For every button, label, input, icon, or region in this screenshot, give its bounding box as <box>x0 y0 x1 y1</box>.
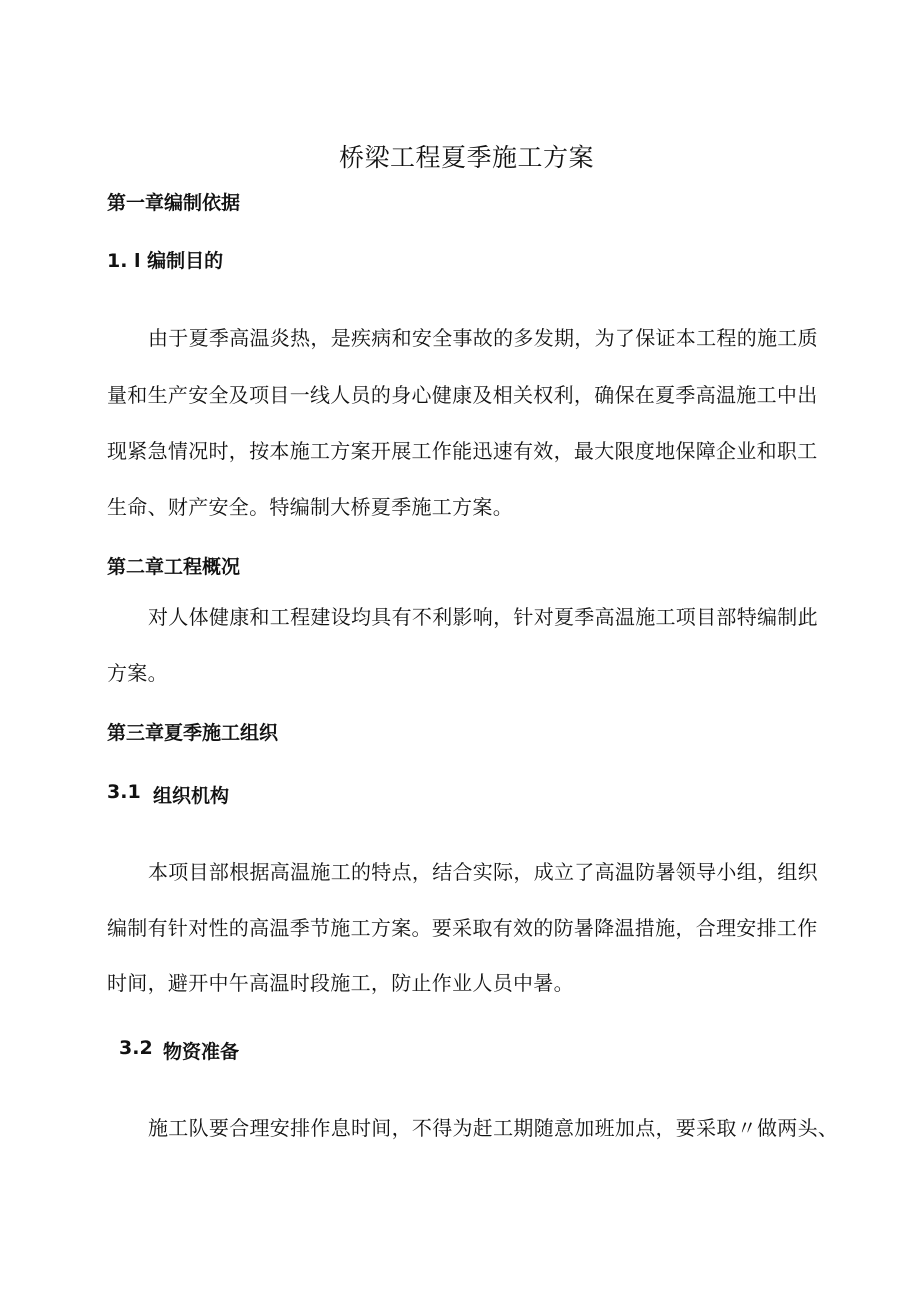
section-3-2-line: 施工队要合理安排作息时间，不得为赶工期随意加班加点，要采取〃做两头、 <box>148 1116 839 1140</box>
section-1-1-line: 现紧急情况时，按本施工方案开展工作能迅速有效，最大限度地保障企业和职工 <box>107 439 818 463</box>
section-1-1-line: 量和生产安全及项目一线人员的身心健康及相关权利，确保在夏季高温施工中出 <box>107 383 818 407</box>
chapter-1-heading: 第一章编制依据 <box>107 192 241 214</box>
section-3-1-number: 3.1 <box>107 781 141 803</box>
chapter-2-line: 方案。 <box>107 661 168 685</box>
section-1-1-line: 生命、财产安全。特编制大桥夏季施工方案。 <box>107 495 513 519</box>
chapter-3-heading: 第三章夏季施工组织 <box>107 722 279 744</box>
section-3-2-title: 物资准备 <box>163 1041 240 1063</box>
section-3-2-number: 3.2 <box>119 1037 153 1059</box>
section-3-1-title: 组织机构 <box>153 785 230 807</box>
section-1-1-line: 由于夏季高温炎热，是疾病和安全事故的多发期，为了保证本工程的施工质 <box>148 326 818 350</box>
section-3-1-line: 本项目部根据高温施工的特点，结合实际，成立了高温防暑领导小组，组织 <box>148 860 818 884</box>
chapter-2-heading: 第二章工程概况 <box>107 556 241 578</box>
chapter-2-line: 对人体健康和工程建设均具有不利影响，针对夏季高温施工项目部特编制此 <box>148 605 818 629</box>
section-1-1-heading: 1. l 编制目的 <box>107 250 224 272</box>
document-title: 桥梁工程夏季施工方案 <box>339 143 595 172</box>
section-3-1-line: 时间，避开中午高温时段施工，防止作业人员中暑。 <box>107 971 574 995</box>
section-3-1-line: 编制有针对性的高温季节施工方案。要采取有效的防暑降温措施，合理安排工作 <box>107 916 818 940</box>
